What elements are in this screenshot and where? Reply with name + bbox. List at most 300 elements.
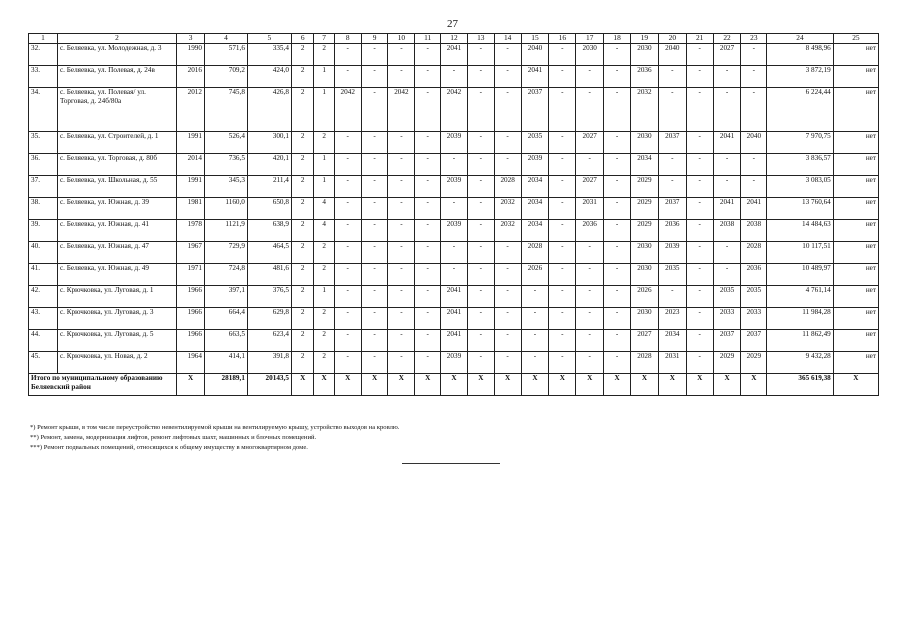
year-cell: - xyxy=(576,308,604,330)
value-cell: 1990 xyxy=(177,44,205,66)
total-cell: X xyxy=(441,374,468,396)
status-cell: нет xyxy=(833,44,878,66)
year-cell: - xyxy=(494,66,521,88)
total-cell: X xyxy=(388,374,415,396)
year-cell: - xyxy=(467,352,494,374)
year-cell: - xyxy=(549,66,576,88)
table-row xyxy=(29,330,879,352)
year-cell: 2030 xyxy=(630,308,658,330)
column-number: 9 xyxy=(361,34,388,44)
year-cell: 2029 xyxy=(630,176,658,198)
row-number: 33. xyxy=(29,66,58,88)
address-cell: с. Беляевка, ул. Южная, д. 41 xyxy=(57,220,176,242)
value-cell: 663,5 xyxy=(204,330,247,352)
column-number: 23 xyxy=(741,34,767,44)
row-number: 41. xyxy=(29,264,58,286)
year-cell: - xyxy=(334,242,361,264)
year-cell: - xyxy=(415,132,441,154)
column-number: 4 xyxy=(204,34,247,44)
year-cell: 2031 xyxy=(576,198,604,220)
year-cell: 2036 xyxy=(630,66,658,88)
row-number: 39. xyxy=(29,220,58,242)
column-number: 2 xyxy=(57,34,176,44)
year-cell: - xyxy=(549,132,576,154)
year-cell: 2032 xyxy=(494,198,521,220)
year-cell: - xyxy=(549,198,576,220)
year-cell: 2026 xyxy=(521,264,549,286)
year-cell: - xyxy=(494,330,521,352)
year-cell: - xyxy=(686,198,713,220)
year-cell: - xyxy=(467,286,494,308)
year-cell: - xyxy=(549,154,576,176)
year-cell: - xyxy=(334,330,361,352)
year-cell: - xyxy=(388,286,415,308)
cost-cell: 7 970,75 xyxy=(767,132,834,154)
cost-cell: 3 836,57 xyxy=(767,154,834,176)
year-cell: 2033 xyxy=(713,308,741,330)
year-cell: - xyxy=(441,154,468,176)
year-cell: - xyxy=(549,88,576,132)
year-cell: - xyxy=(361,264,388,286)
year-cell: 2027 xyxy=(576,132,604,154)
year-cell: 2039 xyxy=(658,242,686,264)
year-cell: - xyxy=(467,242,494,264)
year-cell: - xyxy=(415,308,441,330)
cost-cell: 10 489,97 xyxy=(767,264,834,286)
year-cell: 2037 xyxy=(521,88,549,132)
year-cell: 2036 xyxy=(741,264,767,286)
year-cell: 2042 xyxy=(388,88,415,132)
year-cell: 4 xyxy=(314,198,334,220)
year-cell: - xyxy=(388,44,415,66)
year-cell: 2035 xyxy=(741,286,767,308)
year-cell: - xyxy=(388,132,415,154)
year-cell: - xyxy=(741,44,767,66)
year-cell: - xyxy=(415,176,441,198)
year-cell: 4 xyxy=(314,220,334,242)
total-cell: X xyxy=(604,374,631,396)
table-row xyxy=(29,88,879,132)
year-cell: - xyxy=(388,154,415,176)
year-cell: - xyxy=(494,264,521,286)
year-cell: - xyxy=(549,176,576,198)
year-cell: - xyxy=(604,308,631,330)
cost-cell: 9 432,28 xyxy=(767,352,834,374)
year-cell: - xyxy=(334,66,361,88)
year-cell: - xyxy=(713,154,741,176)
year-cell: - xyxy=(686,242,713,264)
year-cell: - xyxy=(388,264,415,286)
year-cell: 2037 xyxy=(713,330,741,352)
year-cell: 2042 xyxy=(441,88,468,132)
year-cell: - xyxy=(467,154,494,176)
year-cell: - xyxy=(604,176,631,198)
year-cell: 2 xyxy=(291,286,314,308)
column-number: 22 xyxy=(713,34,741,44)
value-cell: 426,8 xyxy=(247,88,291,132)
year-cell: - xyxy=(441,242,468,264)
year-cell: 1 xyxy=(314,154,334,176)
cost-cell: 13 760,64 xyxy=(767,198,834,220)
row-number: 32. xyxy=(29,44,58,66)
value-cell: 345,3 xyxy=(204,176,247,198)
value-cell: 1160,0 xyxy=(204,198,247,220)
year-cell: - xyxy=(467,264,494,286)
year-cell: - xyxy=(494,154,521,176)
total-cell: 20143,5 xyxy=(247,374,291,396)
year-cell: - xyxy=(549,264,576,286)
year-cell: - xyxy=(604,220,631,242)
table-row xyxy=(29,198,879,220)
year-cell: - xyxy=(713,242,741,264)
year-cell: 2041 xyxy=(441,308,468,330)
total-cell: X xyxy=(291,374,314,396)
year-cell: - xyxy=(415,198,441,220)
table-row xyxy=(29,220,879,242)
cost-cell: 3 872,19 xyxy=(767,66,834,88)
year-cell: - xyxy=(361,66,388,88)
status-cell: нет xyxy=(833,176,878,198)
year-cell: - xyxy=(334,286,361,308)
year-cell: 2041 xyxy=(441,44,468,66)
year-cell: - xyxy=(388,220,415,242)
year-cell: - xyxy=(388,66,415,88)
year-cell: - xyxy=(521,286,549,308)
column-number: 16 xyxy=(549,34,576,44)
year-cell: - xyxy=(686,66,713,88)
year-cell: - xyxy=(658,154,686,176)
year-cell: 2041 xyxy=(521,66,549,88)
value-cell: 2012 xyxy=(177,88,205,132)
address-cell: с. Беляевка, ул. Школьная, д. 55 xyxy=(57,176,176,198)
year-cell: - xyxy=(467,66,494,88)
cost-cell: 4 761,14 xyxy=(767,286,834,308)
row-number: 42. xyxy=(29,286,58,308)
value-cell: 376,5 xyxy=(247,286,291,308)
status-cell: нет xyxy=(833,286,878,308)
year-cell: - xyxy=(604,330,631,352)
year-cell: - xyxy=(388,308,415,330)
year-cell: - xyxy=(604,264,631,286)
table-row xyxy=(29,352,879,374)
cost-cell: 6 224,44 xyxy=(767,88,834,132)
year-cell: - xyxy=(494,352,521,374)
column-number-row xyxy=(29,34,879,44)
year-cell: - xyxy=(494,286,521,308)
total-label: Итого по муниципальному образованию Беляевский район xyxy=(29,374,177,396)
year-cell: - xyxy=(549,352,576,374)
value-cell: 391,8 xyxy=(247,352,291,374)
value-cell: 414,1 xyxy=(204,352,247,374)
year-cell: 2 xyxy=(314,264,334,286)
column-number: 20 xyxy=(658,34,686,44)
year-cell: - xyxy=(576,154,604,176)
address-cell: с. Беляевка, ул. Южная, д. 39 xyxy=(57,198,176,220)
year-cell: - xyxy=(441,198,468,220)
year-cell: 2039 xyxy=(441,352,468,374)
year-cell: 2041 xyxy=(741,198,767,220)
year-cell: - xyxy=(467,220,494,242)
year-cell: 2029 xyxy=(713,352,741,374)
value-cell: 1966 xyxy=(177,330,205,352)
year-cell: 2034 xyxy=(658,330,686,352)
table-row xyxy=(29,242,879,264)
row-number: 34. xyxy=(29,88,58,132)
year-cell: 2039 xyxy=(521,154,549,176)
table-row xyxy=(29,44,879,66)
year-cell: - xyxy=(604,242,631,264)
year-cell: - xyxy=(415,242,441,264)
column-number: 10 xyxy=(388,34,415,44)
year-cell: - xyxy=(686,352,713,374)
year-cell: 2036 xyxy=(576,220,604,242)
year-cell: - xyxy=(576,88,604,132)
year-cell: 2028 xyxy=(494,176,521,198)
year-cell: - xyxy=(361,308,388,330)
year-cell: - xyxy=(361,176,388,198)
total-cell: 28189,1 xyxy=(204,374,247,396)
year-cell: - xyxy=(686,264,713,286)
column-number: 11 xyxy=(415,34,441,44)
year-cell: 1 xyxy=(314,286,334,308)
year-cell: 2027 xyxy=(630,330,658,352)
year-cell: - xyxy=(361,198,388,220)
total-cell: X xyxy=(713,374,741,396)
year-cell: - xyxy=(686,330,713,352)
year-cell: 2 xyxy=(291,352,314,374)
cost-cell: 11 862,49 xyxy=(767,330,834,352)
year-cell: - xyxy=(467,88,494,132)
footnote-roof: *) Ремонт крыши, в том числе переустройство невентилируемой крыши на вентилируемую крышу, устройство выходов на кровлю. xyxy=(30,424,400,431)
year-cell: - xyxy=(494,44,521,66)
total-row xyxy=(29,374,879,396)
address-cell: с. Крючковка, ул. Новая, д. 2 xyxy=(57,352,176,374)
year-cell: - xyxy=(415,154,441,176)
year-cell: - xyxy=(441,264,468,286)
year-cell: 2041 xyxy=(713,132,741,154)
year-cell: 2030 xyxy=(630,132,658,154)
year-cell: 2041 xyxy=(713,198,741,220)
total-cell: X xyxy=(415,374,441,396)
year-cell: 2 xyxy=(291,330,314,352)
total-cell: X xyxy=(521,374,549,396)
year-cell: 2039 xyxy=(441,132,468,154)
column-number: 17 xyxy=(576,34,604,44)
table-row xyxy=(29,286,879,308)
year-cell: - xyxy=(415,44,441,66)
year-cell: 2035 xyxy=(521,132,549,154)
year-cell: - xyxy=(361,242,388,264)
year-cell: 2040 xyxy=(658,44,686,66)
year-cell: 2038 xyxy=(741,220,767,242)
year-cell: 2028 xyxy=(741,242,767,264)
table-row xyxy=(29,308,879,330)
address-cell: с. Беляевка, ул. Молодежная, д. 3 xyxy=(57,44,176,66)
cost-cell: 3 083,05 xyxy=(767,176,834,198)
year-cell: 2 xyxy=(314,132,334,154)
year-cell: 2040 xyxy=(521,44,549,66)
value-cell: 745,8 xyxy=(204,88,247,132)
column-number: 13 xyxy=(467,34,494,44)
year-cell: - xyxy=(741,66,767,88)
year-cell: 2037 xyxy=(741,330,767,352)
separator-line xyxy=(402,463,500,464)
year-cell: 2 xyxy=(291,308,314,330)
status-cell: нет xyxy=(833,198,878,220)
year-cell: 2037 xyxy=(658,132,686,154)
year-cell: - xyxy=(576,286,604,308)
value-cell: 300,1 xyxy=(247,132,291,154)
column-number: 19 xyxy=(630,34,658,44)
year-cell: 2034 xyxy=(521,198,549,220)
cost-cell: 8 498,96 xyxy=(767,44,834,66)
address-cell: с. Крючковка, ул. Луговая, д. 1 xyxy=(57,286,176,308)
year-cell: 2 xyxy=(291,88,314,132)
year-cell: - xyxy=(467,132,494,154)
value-cell: 1121,9 xyxy=(204,220,247,242)
year-cell: - xyxy=(549,286,576,308)
year-cell: - xyxy=(415,88,441,132)
year-cell: - xyxy=(576,242,604,264)
column-number: 18 xyxy=(604,34,631,44)
year-cell: - xyxy=(576,264,604,286)
value-cell: 724,8 xyxy=(204,264,247,286)
value-cell: 1964 xyxy=(177,352,205,374)
value-cell: 623,4 xyxy=(247,330,291,352)
year-cell: 2041 xyxy=(441,286,468,308)
year-cell: - xyxy=(604,132,631,154)
table-row xyxy=(29,132,879,154)
column-number: 8 xyxy=(334,34,361,44)
year-cell: - xyxy=(361,44,388,66)
year-cell: - xyxy=(361,132,388,154)
year-cell: - xyxy=(388,330,415,352)
year-cell: - xyxy=(334,220,361,242)
year-cell: 2034 xyxy=(630,154,658,176)
year-cell: - xyxy=(415,66,441,88)
year-cell: - xyxy=(549,242,576,264)
column-number: 25 xyxy=(833,34,878,44)
year-cell: 2029 xyxy=(630,220,658,242)
year-cell: 1 xyxy=(314,176,334,198)
year-cell: - xyxy=(388,176,415,198)
year-cell: - xyxy=(467,176,494,198)
year-cell: - xyxy=(686,176,713,198)
value-cell: 650,8 xyxy=(247,198,291,220)
year-cell: - xyxy=(549,308,576,330)
value-cell: 1966 xyxy=(177,286,205,308)
year-cell: 2 xyxy=(291,44,314,66)
address-cell: с. Беляевка, ул. Торговая, д. 80б xyxy=(57,154,176,176)
status-cell: нет xyxy=(833,88,878,132)
year-cell: - xyxy=(741,88,767,132)
year-cell: 1 xyxy=(314,88,334,132)
year-cell: 2028 xyxy=(521,242,549,264)
value-cell: 335,4 xyxy=(247,44,291,66)
year-cell: - xyxy=(604,286,631,308)
status-cell: нет xyxy=(833,264,878,286)
value-cell: 1978 xyxy=(177,220,205,242)
page-number: 27 xyxy=(447,18,458,30)
year-cell: - xyxy=(334,198,361,220)
status-cell: нет xyxy=(833,66,878,88)
year-cell: - xyxy=(388,352,415,374)
column-number: 21 xyxy=(686,34,713,44)
row-number: 43. xyxy=(29,308,58,330)
year-cell: - xyxy=(334,154,361,176)
year-cell: - xyxy=(658,286,686,308)
year-cell: 2039 xyxy=(441,176,468,198)
year-cell: - xyxy=(334,352,361,374)
value-cell: 211,4 xyxy=(247,176,291,198)
year-cell: - xyxy=(604,352,631,374)
year-cell: - xyxy=(467,44,494,66)
total-cell: X xyxy=(494,374,521,396)
row-number: 45. xyxy=(29,352,58,374)
value-cell: 2016 xyxy=(177,66,205,88)
status-cell: нет xyxy=(833,132,878,154)
year-cell: 2030 xyxy=(630,44,658,66)
year-cell: 2 xyxy=(314,330,334,352)
year-cell: 2027 xyxy=(576,176,604,198)
year-cell: - xyxy=(686,132,713,154)
year-cell: - xyxy=(521,352,549,374)
year-cell: 2030 xyxy=(630,242,658,264)
year-cell: 2040 xyxy=(741,132,767,154)
year-cell: 2030 xyxy=(576,44,604,66)
column-number: 6 xyxy=(291,34,314,44)
column-number: 14 xyxy=(494,34,521,44)
year-cell: - xyxy=(415,352,441,374)
value-cell: 1966 xyxy=(177,308,205,330)
value-cell: 1967 xyxy=(177,242,205,264)
year-cell: - xyxy=(334,44,361,66)
total-cell: X xyxy=(576,374,604,396)
total-cost: 365 619,38 xyxy=(767,374,834,396)
year-cell: - xyxy=(686,154,713,176)
year-cell: - xyxy=(467,198,494,220)
year-cell: - xyxy=(686,44,713,66)
value-cell: 2014 xyxy=(177,154,205,176)
year-cell: 2034 xyxy=(521,176,549,198)
year-cell: - xyxy=(415,264,441,286)
year-cell: - xyxy=(361,330,388,352)
year-cell: - xyxy=(361,286,388,308)
year-cell: - xyxy=(576,66,604,88)
year-cell: 2038 xyxy=(713,220,741,242)
housing-repair-table xyxy=(28,33,879,396)
year-cell: 2033 xyxy=(741,308,767,330)
value-cell: 1971 xyxy=(177,264,205,286)
year-cell: - xyxy=(334,176,361,198)
year-cell: 2023 xyxy=(658,308,686,330)
year-cell: - xyxy=(441,66,468,88)
value-cell: 709,2 xyxy=(204,66,247,88)
year-cell: - xyxy=(467,330,494,352)
value-cell: 1991 xyxy=(177,176,205,198)
year-cell: 2 xyxy=(291,176,314,198)
year-cell: - xyxy=(388,198,415,220)
year-cell: - xyxy=(549,220,576,242)
year-cell: - xyxy=(334,132,361,154)
year-cell: 1 xyxy=(314,66,334,88)
value-cell: 571,6 xyxy=(204,44,247,66)
total-cell: X xyxy=(361,374,388,396)
address-cell: с. Крючковка, ул. Луговая, д. 3 xyxy=(57,308,176,330)
year-cell: - xyxy=(494,308,521,330)
year-cell: 2030 xyxy=(630,264,658,286)
year-cell: - xyxy=(467,308,494,330)
